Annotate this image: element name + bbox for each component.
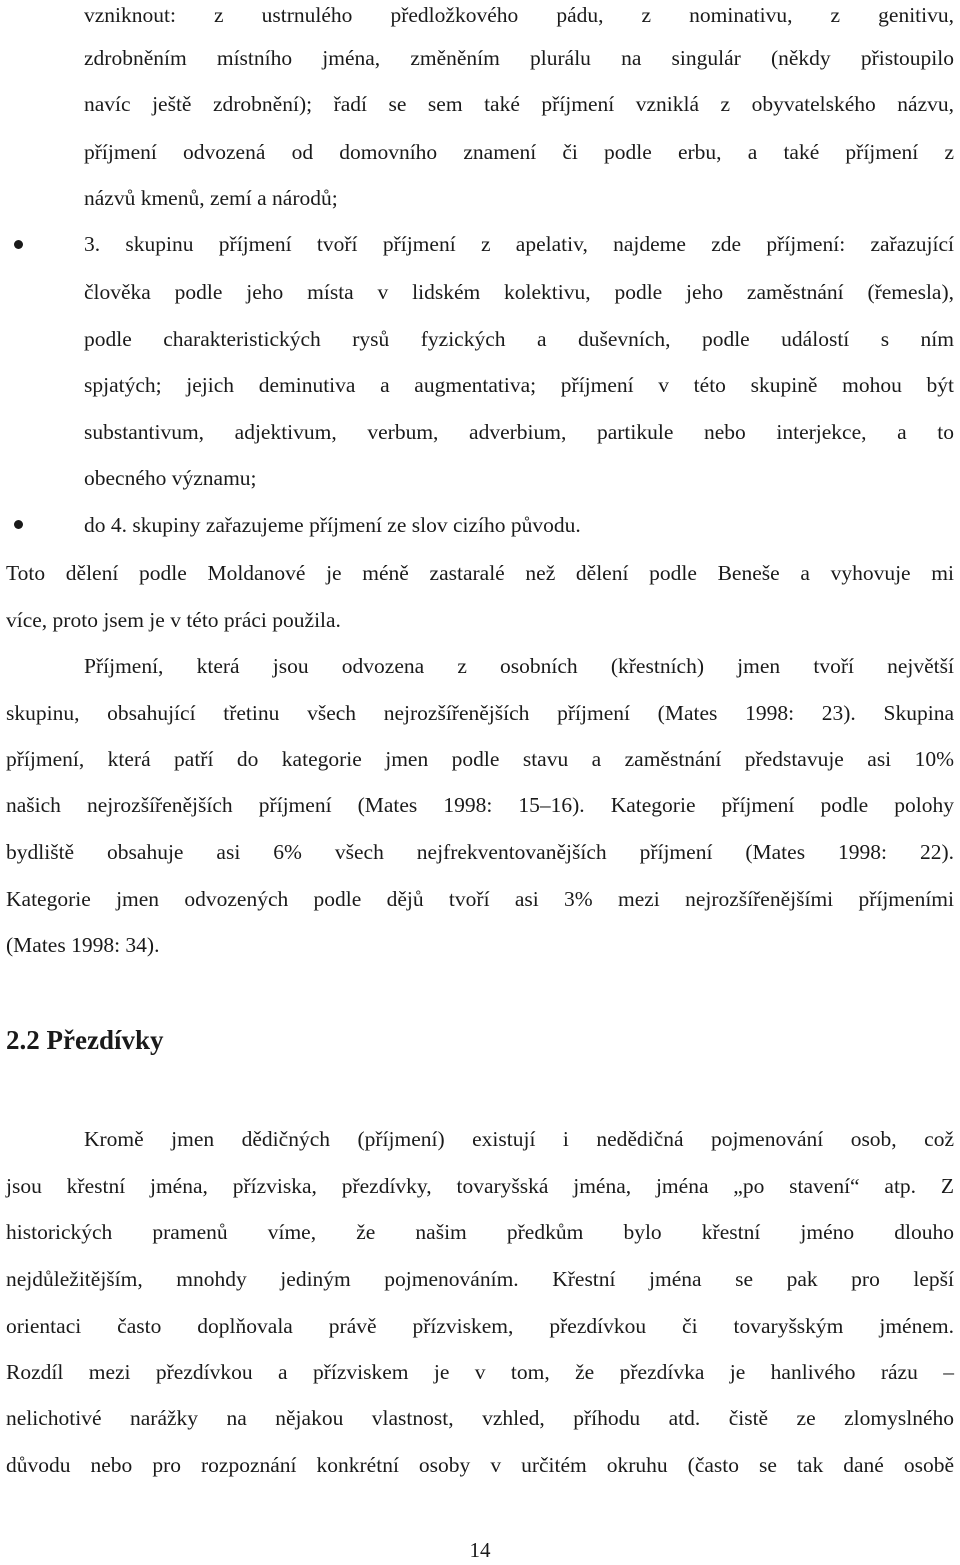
list-continuation-line: zdrobněním místního jména, změněním plurálu na singulár (někdy přistoupilo [84, 46, 954, 70]
bullet-3-line: 3. skupinu příjmení tvoří příjmení z apelativ, najdeme zde příjmení: zařazující [84, 232, 954, 256]
list-continuation-line: navíc ještě zdrobnění); řadí se sem také příjmení vzniklá z obyvatelského názvu, [84, 92, 954, 116]
paragraph-line: Kategorie jmen odvozených podle dějů tvoří asi 3% mezi nejrozšířenějšími příjmeními [6, 887, 954, 911]
bullet-3-line: spjatých; jejich deminutiva a augmentativa; příjmení v této skupině mohou být [84, 373, 954, 397]
paragraph-line: (Mates 1998: 34). [6, 933, 160, 957]
page-number: 14 [469, 1538, 491, 1562]
paragraph-line: Rozdíl mezi přezdívkou a přízviskem je v tom, že přezdívka je hanlivého rázu – [6, 1360, 954, 1384]
paragraph-line: nejdůležitějším, mnohdy jediným pojmenováním. Křestní jména se pak pro lepší [6, 1267, 954, 1291]
paragraph-line: skupinu, obsahující třetinu všech nejrozšířenějších příjmení (Mates 1998: 23). Skupina [6, 701, 954, 725]
bullet-4-line: do 4. skupiny zařazujeme příjmení ze slov cizího původu. [84, 513, 581, 537]
paragraph-line: důvodu nebo pro rozpoznání konkrétní osoby v určitém okruhu (často se tak dané osobě [6, 1453, 954, 1477]
section-heading: 2.2 Přezdívky [6, 1025, 164, 1055]
bullet-3-line: obecného významu; [84, 466, 257, 490]
paragraph-line: více, proto jsem je v této práci použila. [6, 608, 341, 632]
bullet-3-line: substantivum, adjektivum, verbum, adverbium, partikule nebo interjekce, a to [84, 420, 954, 444]
bullet-3-line: podle charakteristických rysů fyzických a duševních, podle událostí s ním [84, 327, 954, 351]
bullet-icon [14, 240, 23, 249]
paragraph-line: nelichotivé narážky na nějakou vlastnost, vzhled, příhodu atd. čistě ze zlomyslného [6, 1406, 954, 1430]
paragraph-line: Kromě jmen dědičných (příjmení) existují i nedědičná pojmenování osob, což [84, 1127, 954, 1151]
bullet-3-line: člověka podle jeho místa v lidském kolektivu, podle jeho zaměstnání (řemesla), [84, 280, 954, 304]
list-continuation-line: názvů kmenů, zemí a národů; [84, 186, 338, 210]
paragraph-line: našich nejrozšířenějších příjmení (Mates 1998: 15–16). Kategorie příjmení podle polohy [6, 793, 954, 817]
paragraph-line: jsou křestní jména, přízviska, přezdívky, tovaryšská jména, jména „po stavení“ atp. Z [6, 1174, 954, 1198]
list-continuation-line: příjmení odvozená od domovního znamení či podle erbu, a také příjmení z [84, 140, 954, 164]
paragraph-line: historických pramenů víme, že našim předkům bylo křestní jméno dlouho [6, 1220, 954, 1244]
paragraph-line: orientaci často doplňovala právě přízviskem, přezdívkou či tovaryšským jménem. [6, 1314, 954, 1338]
paragraph-line: bydliště obsahuje asi 6% všech nejfrekventovanějších příjmení (Mates 1998: 22). [6, 840, 954, 864]
list-continuation-line: vzniknout: z ustrnulého předložkového pádu, z nominativu, z genitivu, [84, 3, 954, 27]
paragraph-line: příjmení, která patří do kategorie jmen podle stavu a zaměstnání představuje asi 10% [6, 747, 954, 771]
paragraph-line: Příjmení, která jsou odvozena z osobních (křestních) jmen tvoří největší [84, 654, 954, 678]
paragraph-line: Toto dělení podle Moldanové je méně zastaralé než dělení podle Beneše a vyhovuje mi [6, 561, 954, 585]
bullet-icon [14, 520, 23, 529]
